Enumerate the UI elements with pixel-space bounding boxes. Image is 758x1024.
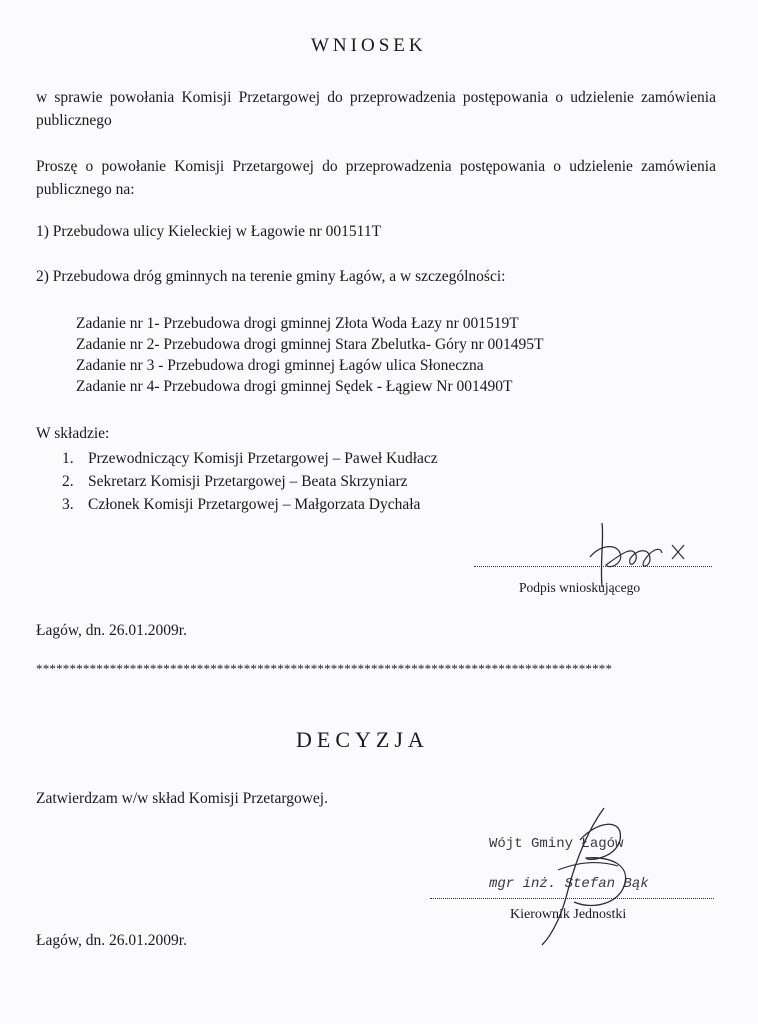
task-item: Zadanie nr 1- Przebudowa drogi gminnej Złota Woda Łazy nr 001519T — [76, 315, 519, 332]
applicant-signature-label: Podpis wnioskującego — [519, 580, 641, 595]
member-list — [62, 447, 438, 516]
decision-title: DECYZJA — [296, 727, 429, 752]
member-text: Sekretarz Komisji Przetargowej – Beata Skrzyniarz — [88, 473, 408, 490]
request-date: Łagów, dn. 26.01.2009r. — [36, 622, 187, 639]
request-item-1: 1) Przebudowa ulicy Kieleckiej w Łagowie nr 001511T — [36, 223, 382, 240]
member-number: 2. — [62, 473, 74, 490]
decision-date: Łagów, dn. 26.01.2009r. — [36, 932, 187, 949]
request-item-2: 2) Przebudowa dróg gminnych na terenie gminy Łagów, a w szczególności: — [36, 268, 506, 285]
task-item: Zadanie nr 3 - Przebudowa drogi gminnej Łagów ulica Słoneczna — [76, 357, 484, 374]
member-item — [62, 493, 438, 516]
decision-text: Zatwierdzam w/w skład Komisji Przetargowej. — [36, 790, 328, 807]
task-list — [76, 313, 543, 397]
task-item: Zadanie nr 4- Przebudowa drogi gminnej Sędek - Łągiew Nr 001490T — [76, 378, 513, 395]
member-number: 3. — [62, 496, 74, 513]
member-item — [62, 447, 438, 470]
member-number: 1. — [62, 450, 74, 467]
request-title: WNIOSEK — [311, 35, 427, 56]
member-text: Przewodniczący Komisji Przetargowej – Paweł Kudłacz — [88, 450, 438, 467]
section-separator: ************************************************************************************** — [36, 661, 613, 676]
member-item — [62, 470, 438, 493]
applicant-signature-line — [474, 566, 712, 567]
mayor-signature-label: Kierownik Jednostki — [510, 907, 627, 922]
task-item: Zadanie nr 2- Przebudowa drogi gminnej Stara Zbelutka- Góry nr 001495T — [76, 336, 544, 353]
member-text: Członek Komisji Przetargowej – Małgorzata Dychała — [88, 496, 421, 513]
stamp-title: Wójt Gminy Łagów — [489, 836, 624, 852]
request-body: Proszę o powołanie Komisji Przetargowej do przeprowadzenia postępowania o udzielenie zamówienia publicznego na: — [36, 158, 716, 198]
stamp-name: mgr inż. Stefan Bąk — [489, 876, 649, 892]
request-subject: w sprawie powołania Komisji Przetargowej do przeprowadzenia postępowania o udzielenie zamówienia publicznego — [36, 89, 716, 129]
composition-label: W składzie: — [36, 425, 110, 442]
mayor-signature — [528, 800, 648, 950]
mayor-signature-line — [430, 898, 714, 899]
